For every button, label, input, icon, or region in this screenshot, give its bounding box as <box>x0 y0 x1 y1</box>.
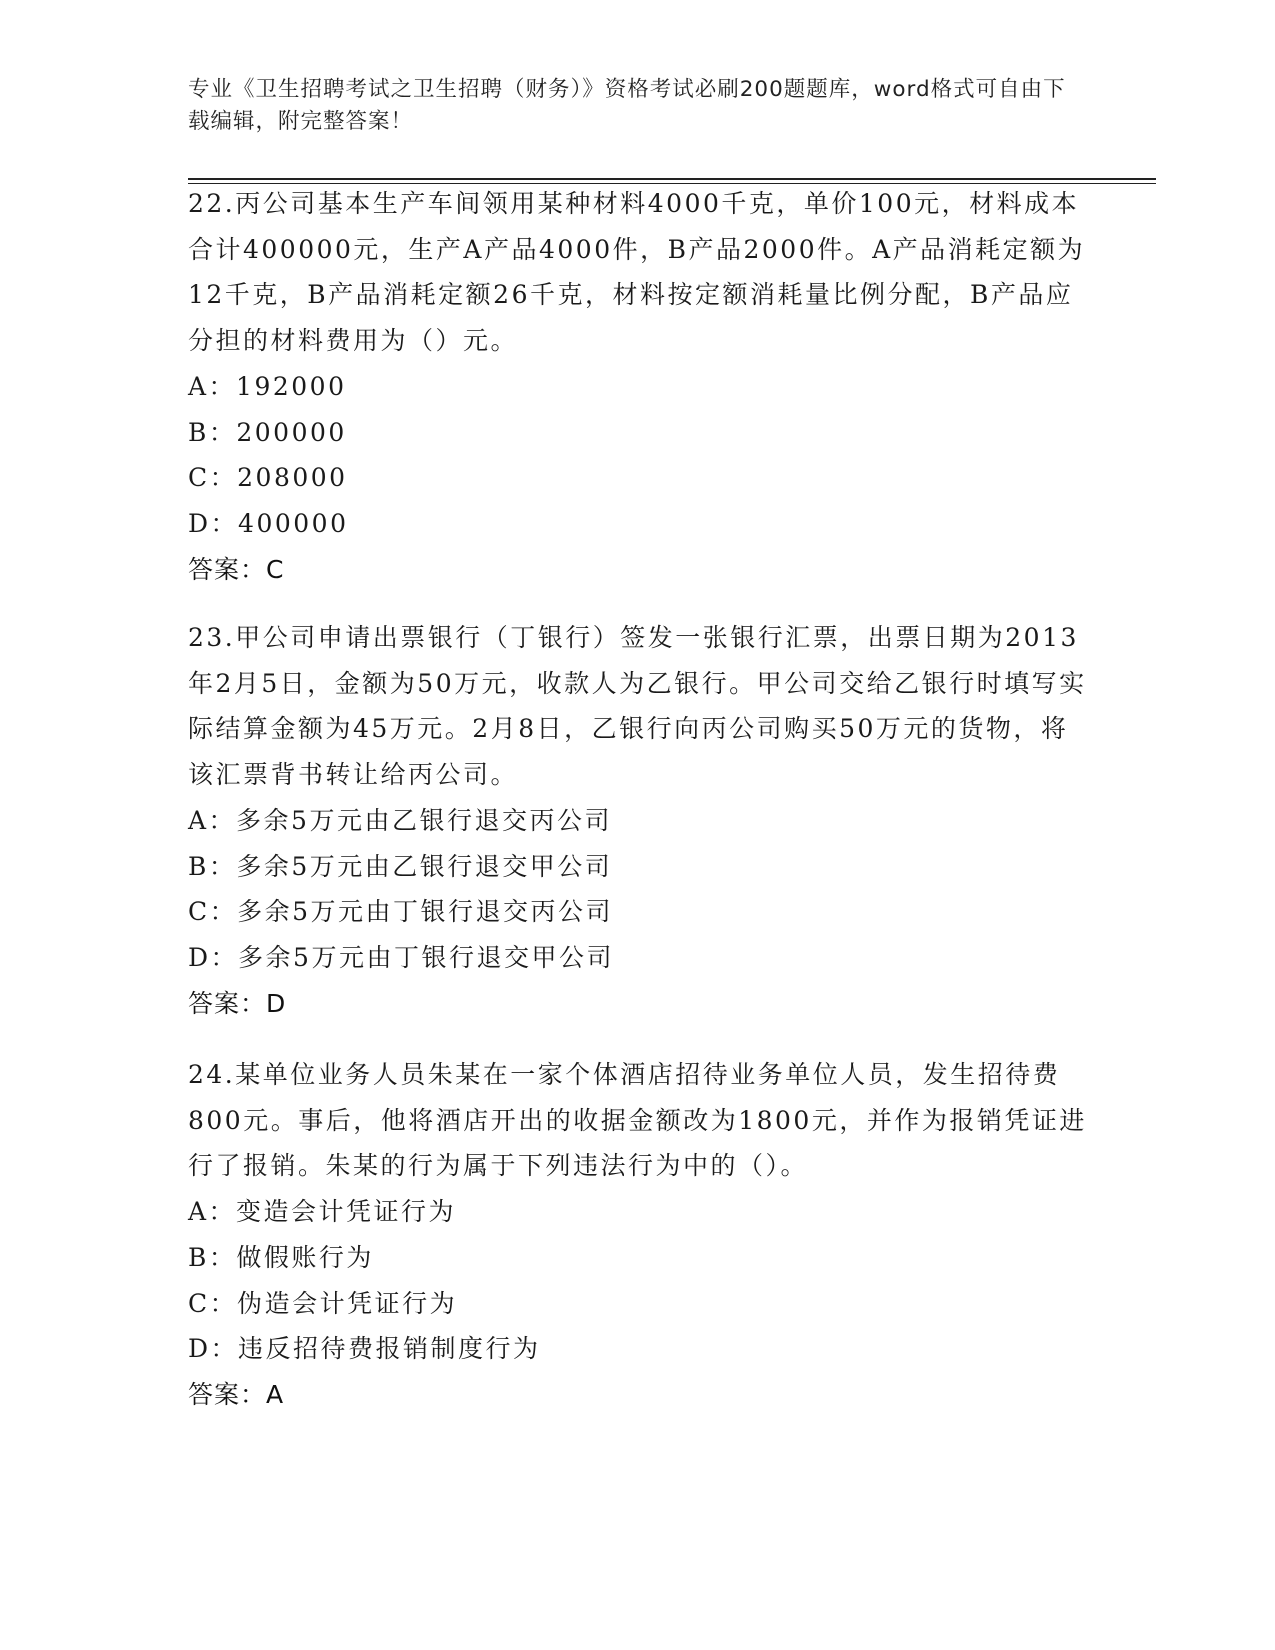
option-d: D：违反招待费报销制度行为 <box>188 1334 541 1364</box>
question-24 <box>188 1052 1088 1418</box>
option-d: D：400000 <box>188 508 349 538</box>
question-22 <box>188 181 1088 592</box>
answer: 答案：D <box>188 988 287 1018</box>
answer: 答案：A <box>188 1379 285 1409</box>
question-stem: 24.某单位业务人员朱某在一家个体酒店招待业务单位人员，发生招待费800元。事后，他将酒店开出的收据金额改为1800元，并作为报销凭证进行了报销。朱某的行为属于下列违法行为中的（）。 <box>188 1060 1087 1181</box>
question-23 <box>188 615 1088 1026</box>
question-stem: 23.甲公司申请出票银行（丁银行）签发一张银行汇票，出票日期为2013年2月5日，金额为50万元，收款人为乙银行。甲公司交给乙银行时填写实际结算金额为45万元。2月8日，乙银行向丙公司购买50万元的货物，将该汇票背书转让给丙公司。 <box>188 623 1087 790</box>
page-header: 专业《卫生招聘考试之卫生招聘（财务）》资格考试必刷200题题库，word格式可自由下载编辑，附完整答案！ <box>188 77 1066 134</box>
option-a: A：192000 <box>188 371 347 401</box>
option-c: C：208000 <box>188 463 348 493</box>
option-a: A：多余5万元由乙银行退交丙公司 <box>188 805 612 835</box>
header-rule-thick <box>188 178 1156 180</box>
option-b: B：多余5万元由乙银行退交甲公司 <box>188 851 613 881</box>
question-stem: 22.丙公司基本生产车间领用某种材料4000千克，单价100元，材料成本合计400000元，生产A产品4000件，B产品2000件。A产品消耗定额为12千克，B产品消耗定额26千克，材料按定额消耗量比例分配，B产品应分担的材料费用为（）元。 <box>188 189 1086 356</box>
option-b: B：做假账行为 <box>188 1242 374 1272</box>
option-c: C：多余5万元由丁银行退交丙公司 <box>188 897 614 927</box>
option-a: A：变造会计凭证行为 <box>188 1197 457 1227</box>
option-c: C：伪造会计凭证行为 <box>188 1288 458 1318</box>
answer: 答案：C <box>188 554 285 584</box>
option-d: D：多余5万元由丁银行退交甲公司 <box>188 942 614 972</box>
option-b: B：200000 <box>188 417 347 447</box>
